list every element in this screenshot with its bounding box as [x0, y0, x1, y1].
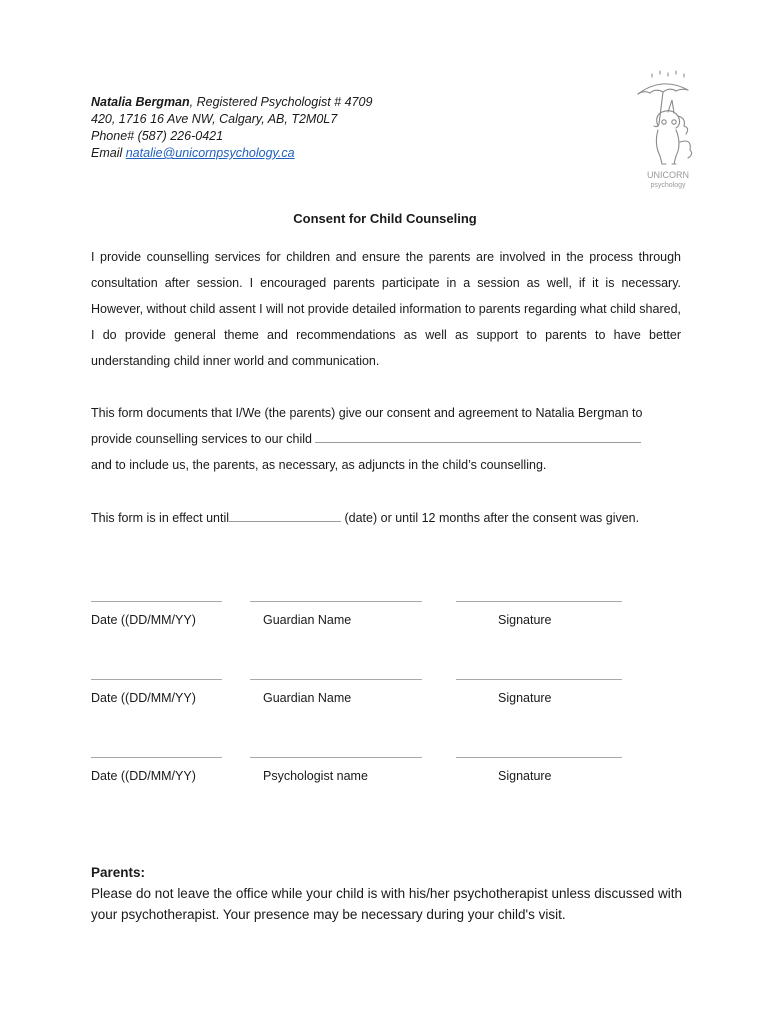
guardian-name-label: Guardian Name — [263, 691, 352, 705]
consent-line-1: This form documents that I/We (the parents) give our consent and agreement to Natalia Bergman to — [91, 406, 643, 420]
signature-label: Signature — [498, 769, 552, 783]
date-label: Date ((DD/MM/YY) — [91, 613, 196, 627]
practitioner-title: , Registered Psychologist # 4709 — [189, 95, 373, 109]
consent-line-2 — [91, 426, 681, 452]
psychologist-name-label: Psychologist name — [263, 769, 368, 783]
practitioner-phone: Phone# (587) 226-0421 — [91, 129, 224, 143]
logo-text-psychology: psychology — [650, 182, 686, 189]
practitioner-header — [91, 94, 372, 162]
signature-line[interactable] — [456, 757, 622, 758]
guardian-name-line[interactable] — [250, 679, 422, 680]
unicorn-psychology-logo — [632, 68, 704, 190]
psychologist-name-line[interactable] — [250, 757, 422, 758]
effect-after: (date) or until 12 months after the consent was given. — [341, 511, 640, 525]
effect-paragraph — [91, 505, 681, 531]
date-label: Date ((DD/MM/YY) — [91, 691, 196, 705]
effect-date-field[interactable] — [229, 509, 341, 522]
parents-notice — [91, 862, 691, 925]
form-title: Consent for Child Counseling — [293, 211, 477, 226]
child-name-field[interactable] — [315, 430, 641, 443]
email-label: Email — [91, 146, 126, 160]
practitioner-address: 420, 1716 16 Ave NW, Calgary, AB, T2M0L7 — [91, 112, 338, 126]
signature-line[interactable] — [456, 601, 622, 602]
effect-before: This form is in effect until — [91, 511, 230, 525]
signature-label: Signature — [498, 613, 552, 627]
signature-label: Signature — [498, 691, 552, 705]
practitioner-name-line — [91, 94, 372, 111]
consent-paragraph — [91, 400, 681, 478]
practitioner-name: Natalia Bergman — [91, 95, 190, 109]
consent-line-3: and to include us, the parents, as necessary, as adjuncts in the child’s counselling. — [91, 458, 547, 472]
signature-line[interactable] — [456, 679, 622, 680]
consent-child-label: provide counselling services to our child — [91, 432, 316, 446]
guardian-name-label: Guardian Name — [263, 613, 352, 627]
parents-text: Please do not leave the office while your child is with his/her psychotherapist unless discussed with your psychotherapist. Your presence may be necessary during your child's visit. — [91, 886, 683, 922]
date-label: Date ((DD/MM/YY) — [91, 769, 196, 783]
guardian-name-line[interactable] — [250, 601, 422, 602]
parents-heading: Parents: — [91, 865, 146, 880]
intro-paragraph: I provide counselling services for children and ensure the parents are involved in the process through consultation after session. I encouraged parents participate in a session as well, if it is necessary. However, without child assent I will not provide detailed information to parents regarding what child shared, I do provide general theme and recommendations as well as support to parents to have better understanding child inner world and communication. — [91, 250, 681, 368]
date-line[interactable] — [91, 757, 222, 758]
date-line[interactable] — [91, 679, 222, 680]
practitioner-email-line — [91, 145, 372, 162]
logo-text-unicorn: UNICORN — [647, 170, 689, 180]
date-line[interactable] — [91, 601, 222, 602]
email-link[interactable]: natalie@unicornpsychology.ca — [125, 146, 295, 160]
